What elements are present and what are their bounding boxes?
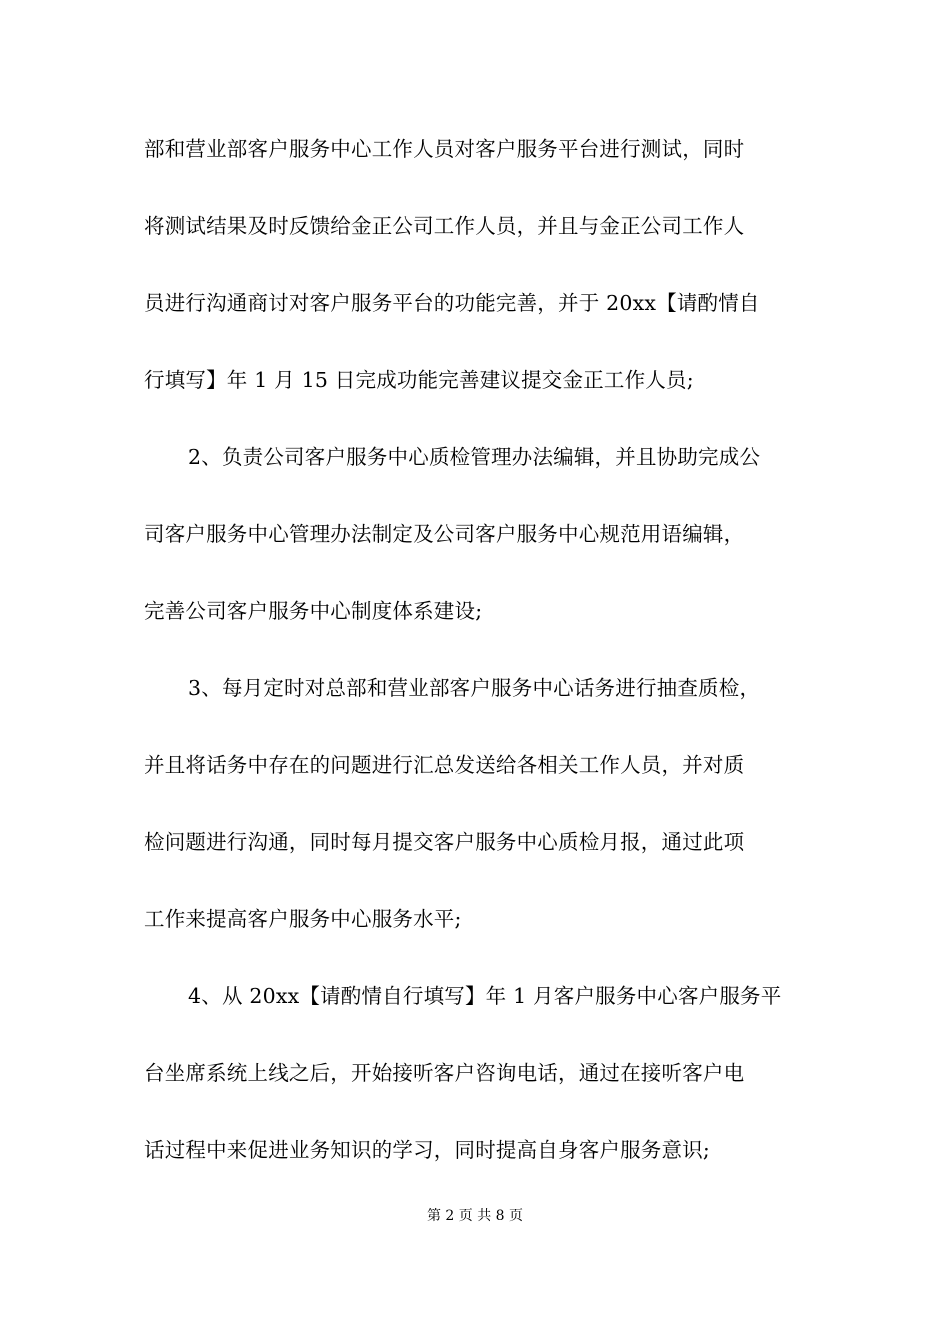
text-line: 部和营业部客户服务中心工作人员对客户服务平台进行测试，同时 [144,137,745,161]
text-line: 司客户服务中心管理办法制定及公司客户服务中心规范用语编辑， [144,522,745,546]
text-line: 员进行沟通商讨对客户服务平台的功能完善，并于 20xx【请酌情自 [144,291,760,315]
text-line: 检问题进行沟通，同时每月提交客户服务中心质检月报，通过此项 [144,830,745,854]
text-line: 并且将话务中存在的问题进行汇总发送给各相关工作人员，并对质 [144,753,745,777]
text-line: 2、负责公司客户服务中心质检管理办法编辑，并且协助完成公 [188,445,761,469]
text-line: 台坐席系统上线之后，开始接听客户咨询电话，通过在接听客户电 [144,1061,745,1085]
text-line: 将测试结果及时反馈给金正公司工作人员，并且与金正公司工作人 [144,214,745,238]
text-line: 行填写】年 1 月 15 日完成功能完善建议提交金正工作人员; [144,368,694,392]
text-line: 完善公司客户服务中心制度体系建设; [144,599,483,623]
text-line: 工作来提高客户服务中心服务水平; [144,907,462,931]
page-number-footer: 第 2 页 共 8 页 [426,1208,524,1224]
text-line: 3、每月定时对总部和营业部客户服务中心话务进行抽查质检， [188,676,761,700]
text-line: 4、从 20xx【请酌情自行填写】年 1 月客户服务中心客户服务平 [188,984,782,1008]
text-line: 话过程中来促进业务知识的学习，同时提高自身客户服务意识; [144,1138,711,1162]
